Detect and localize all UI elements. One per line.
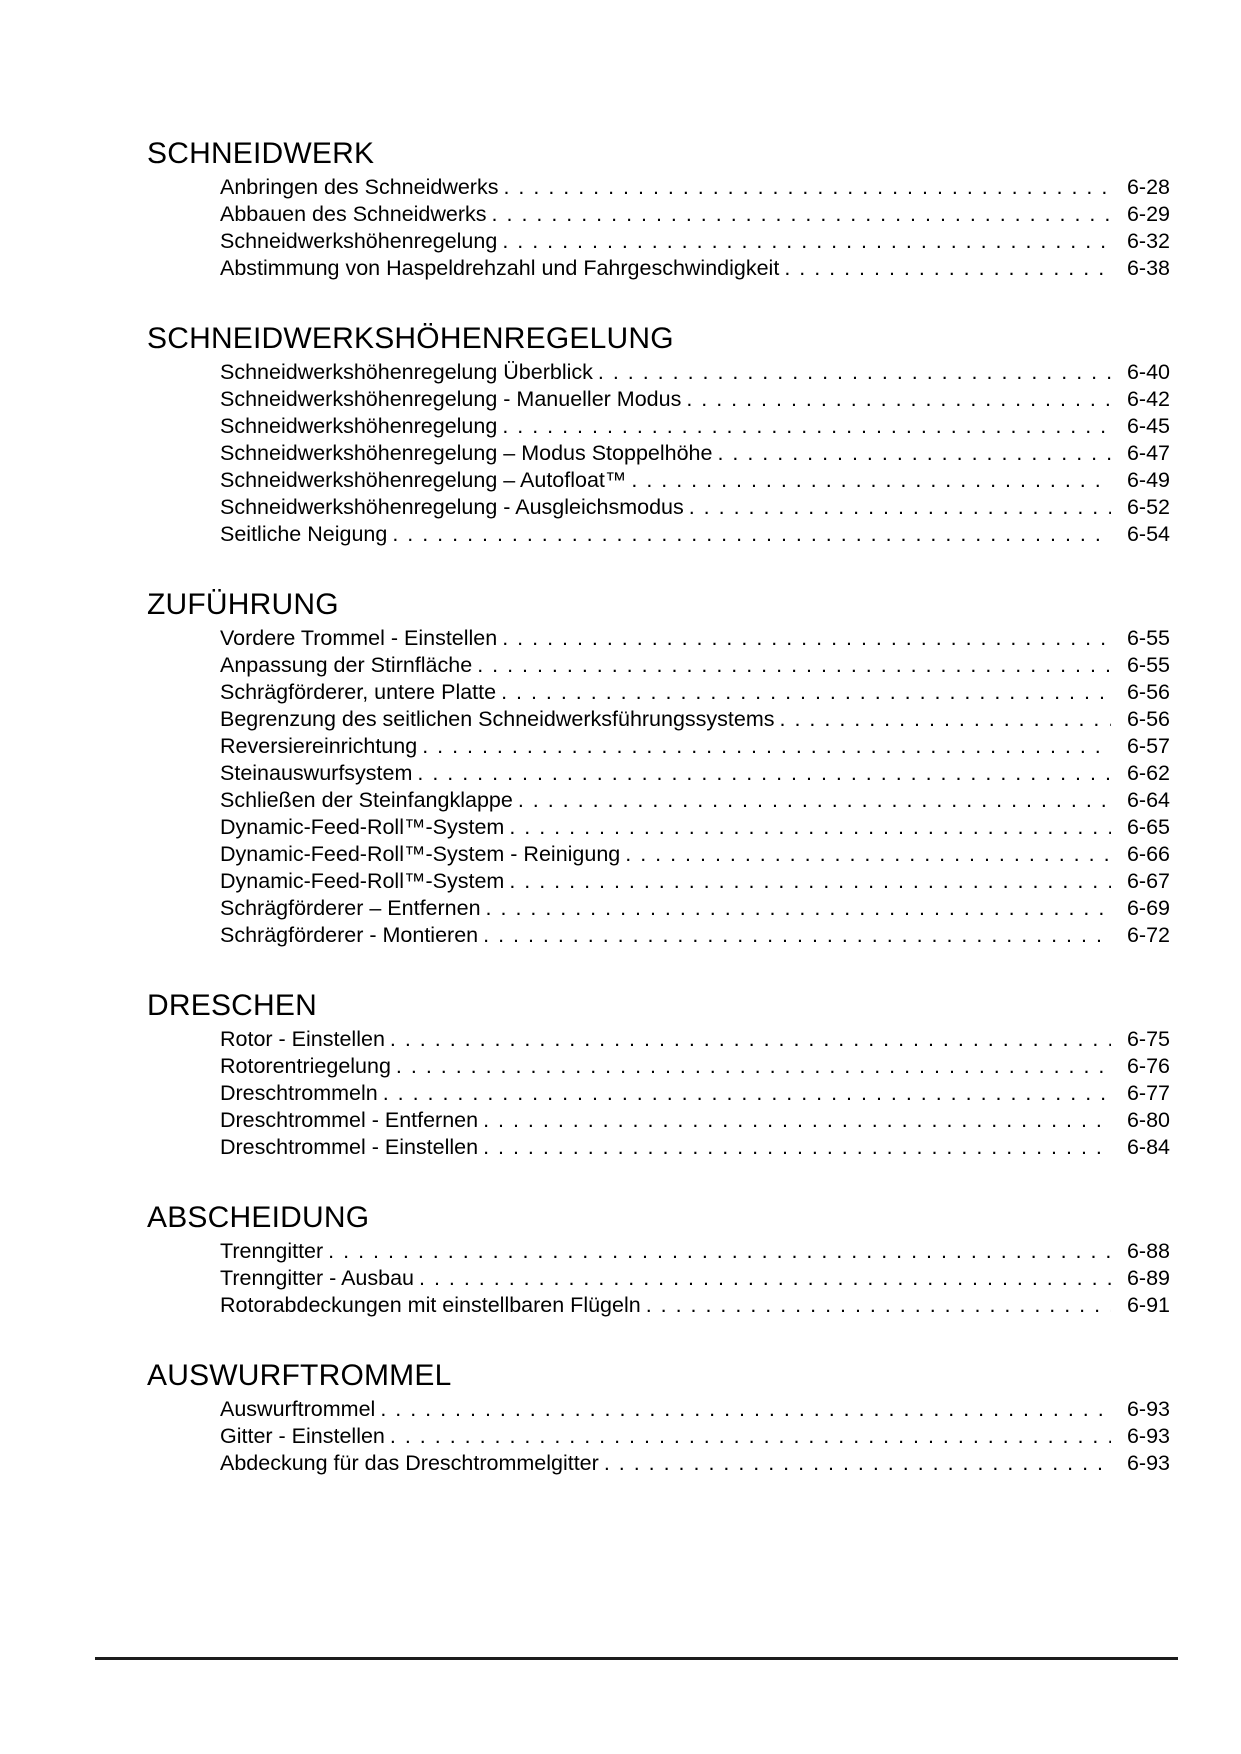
entry-page-number: 6-75	[1126, 1026, 1170, 1051]
entry-page-number: 6-84	[1126, 1134, 1170, 1159]
entry-page-number: 6-80	[1126, 1107, 1170, 1132]
toc-entry[interactable]	[220, 1238, 1170, 1265]
toc-entry[interactable]	[220, 895, 1170, 922]
entry-page-number: 6-67	[1126, 868, 1170, 893]
entry-label: Schneidwerkshöhenregelung – Modus Stoppelhöhe	[220, 440, 713, 465]
entry-page-number: 6-45	[1126, 413, 1170, 438]
section-title: SCHNEIDWERKSHÖHENREGELUNG	[147, 321, 674, 355]
entry-page-number: 6-56	[1126, 706, 1170, 731]
dot-leader	[477, 652, 1111, 679]
toc-entry[interactable]	[220, 413, 1170, 440]
toc-entry[interactable]	[220, 201, 1170, 228]
entry-page-number: 6-47	[1126, 440, 1170, 465]
entry-label: Auswurftrommel	[220, 1396, 376, 1421]
toc-section	[147, 1359, 1170, 1477]
entry-label: Seitliche Neigung	[220, 521, 388, 546]
entry-label: Rotor - Einstellen	[220, 1026, 385, 1051]
entry-label: Schrägförderer - Montieren	[220, 922, 479, 947]
entry-label: Schneidwerkshöhenregelung Überblick	[220, 359, 593, 384]
entry-label: Gitter - Einstellen	[220, 1423, 385, 1448]
toc-entry[interactable]	[220, 1134, 1170, 1161]
section-title: DRESCHEN	[147, 988, 317, 1022]
section-entries	[220, 359, 1170, 548]
dot-leader	[483, 1107, 1111, 1134]
entry-label: Dynamic-Feed-Roll™-System - Reinigung	[220, 841, 621, 866]
toc-entry[interactable]	[220, 1053, 1170, 1080]
entry-label: Dreschtrommel - Einstellen	[220, 1134, 479, 1159]
toc-entry[interactable]	[220, 787, 1170, 814]
dot-leader	[625, 841, 1111, 868]
toc-entry[interactable]	[220, 228, 1170, 255]
entry-label: Schrägförderer, untere Platte	[220, 679, 497, 704]
entry-page-number: 6-56	[1126, 679, 1170, 704]
entry-label: Abdeckung für das Dreschtrommelgitter	[220, 1450, 599, 1475]
entry-label: Abbauen des Schneidwerks	[220, 201, 487, 226]
entry-label: Anbringen des Schneidwerks	[220, 174, 499, 199]
entry-page-number: 6-77	[1126, 1080, 1170, 1105]
dot-leader	[328, 1238, 1111, 1265]
dot-leader	[422, 733, 1111, 760]
dot-leader	[492, 201, 1111, 228]
dot-leader	[392, 521, 1111, 548]
section-entries	[220, 1026, 1170, 1161]
toc-entry[interactable]	[220, 1026, 1170, 1053]
dot-leader	[502, 625, 1111, 652]
entry-label: Trenngitter - Ausbau	[220, 1265, 415, 1290]
toc-entry[interactable]	[220, 1265, 1170, 1292]
toc-entry[interactable]	[220, 255, 1170, 282]
entry-page-number: 6-69	[1126, 895, 1170, 920]
entry-page-number: 6-72	[1126, 922, 1170, 947]
entry-page-number: 6-65	[1126, 814, 1170, 839]
dot-leader	[509, 814, 1111, 841]
toc-entry[interactable]	[220, 174, 1170, 201]
dot-leader	[631, 467, 1111, 494]
entry-page-number: 6-55	[1126, 652, 1170, 677]
dot-leader	[419, 1265, 1111, 1292]
toc-section	[147, 322, 1170, 548]
entry-page-number: 6-57	[1126, 733, 1170, 758]
dot-leader	[689, 494, 1111, 521]
section-entries	[220, 174, 1170, 282]
entry-label: Rotorentriegelung	[220, 1053, 391, 1078]
toc-entry[interactable]	[220, 868, 1170, 895]
entry-label: Vordere Trommel - Einstellen	[220, 625, 498, 650]
entry-page-number: 6-88	[1126, 1238, 1170, 1263]
toc-section	[147, 137, 1170, 282]
toc-entry[interactable]	[220, 706, 1170, 733]
dot-leader	[396, 1053, 1111, 1080]
entry-page-number: 6-29	[1126, 201, 1170, 226]
entry-label: Schneidwerkshöhenregelung	[220, 413, 498, 438]
section-title: ZUFÜHRUNG	[147, 587, 339, 621]
footer-rule	[95, 1657, 1178, 1660]
entry-page-number: 6-28	[1126, 174, 1170, 199]
dot-leader	[518, 787, 1111, 814]
dot-leader	[717, 440, 1111, 467]
entry-page-number: 6-38	[1126, 255, 1170, 280]
toc-entry[interactable]	[220, 1450, 1170, 1477]
dot-leader	[486, 895, 1111, 922]
dot-leader	[503, 174, 1111, 201]
entry-label: Steinauswurfsystem	[220, 760, 413, 785]
entry-page-number: 6-62	[1126, 760, 1170, 785]
section-title: SCHNEIDWERK	[147, 136, 375, 170]
toc-entry[interactable]	[220, 1292, 1170, 1319]
section-title: AUSWURFTROMMEL	[147, 1358, 452, 1392]
toc-entry[interactable]	[220, 841, 1170, 868]
section-entries	[220, 1396, 1170, 1477]
toc-entry[interactable]	[220, 521, 1170, 548]
entry-page-number: 6-93	[1126, 1396, 1170, 1421]
toc-entry[interactable]	[220, 1423, 1170, 1450]
entry-label: Begrenzung des seitlichen Schneidwerksführungssystems	[220, 706, 775, 731]
toc-entry[interactable]	[220, 760, 1170, 787]
dot-leader	[509, 868, 1111, 895]
toc-entry[interactable]	[220, 440, 1170, 467]
section-entries	[220, 1238, 1170, 1319]
toc-entry[interactable]	[220, 679, 1170, 706]
entry-page-number: 6-76	[1126, 1053, 1170, 1078]
entry-label: Schneidwerkshöhenregelung – Autofloat™	[220, 467, 627, 492]
dot-leader	[646, 1292, 1111, 1319]
dot-leader	[390, 1423, 1111, 1450]
toc	[147, 137, 1170, 1477]
entry-page-number: 6-91	[1126, 1292, 1170, 1317]
toc-entry[interactable]	[220, 467, 1170, 494]
entry-page-number: 6-93	[1126, 1450, 1170, 1475]
dot-leader	[390, 1026, 1111, 1053]
toc-section	[147, 1201, 1170, 1319]
toc-entry[interactable]	[220, 1396, 1170, 1423]
toc-entry[interactable]	[220, 922, 1170, 949]
entry-label: Schneidwerkshöhenregelung - Ausgleichsmodus	[220, 494, 684, 519]
entry-page-number: 6-55	[1126, 625, 1170, 650]
dot-leader	[483, 1134, 1111, 1161]
entry-label: Rotorabdeckungen mit einstellbaren Flügeln	[220, 1292, 641, 1317]
entry-label: Schrägförderer – Entfernen	[220, 895, 481, 920]
entry-label: Dynamic-Feed-Roll™-System	[220, 814, 505, 839]
entry-page-number: 6-89	[1126, 1265, 1170, 1290]
entry-page-number: 6-52	[1126, 494, 1170, 519]
entry-label: Schneidwerkshöhenregelung	[220, 228, 498, 253]
entry-label: Dreschtrommel - Entfernen	[220, 1107, 479, 1132]
toc-entry[interactable]	[220, 494, 1170, 521]
toc-entry[interactable]	[220, 386, 1170, 413]
toc-entry[interactable]	[220, 1080, 1170, 1107]
dot-leader	[686, 386, 1111, 413]
dot-leader	[604, 1450, 1111, 1477]
entry-page-number: 6-66	[1126, 841, 1170, 866]
entry-page-number: 6-40	[1126, 359, 1170, 384]
entry-label: Trenngitter	[220, 1238, 324, 1263]
dot-leader	[483, 922, 1111, 949]
dot-leader	[502, 228, 1111, 255]
toc-section	[147, 989, 1170, 1161]
entry-page-number: 6-54	[1126, 521, 1170, 546]
entry-label: Dynamic-Feed-Roll™-System	[220, 868, 505, 893]
entry-label: Anpassung der Stirnfläche	[220, 652, 473, 677]
entry-page-number: 6-49	[1126, 467, 1170, 492]
dot-leader	[417, 760, 1111, 787]
entry-label: Abstimmung von Haspeldrehzahl und Fahrgeschwindigkeit	[220, 255, 780, 280]
dot-leader	[780, 706, 1111, 733]
entry-label: Reversiereinrichtung	[220, 733, 418, 758]
toc-entry[interactable]	[220, 814, 1170, 841]
entry-label: Schneidwerkshöhenregelung - Manueller Modus	[220, 386, 682, 411]
entry-label: Schließen der Steinfangklappe	[220, 787, 513, 812]
entry-page-number: 6-32	[1126, 228, 1170, 253]
dot-leader	[598, 359, 1111, 386]
dot-leader	[502, 413, 1111, 440]
section-title: ABSCHEIDUNG	[147, 1200, 370, 1234]
dot-leader	[501, 679, 1111, 706]
entry-page-number: 6-42	[1126, 386, 1170, 411]
toc-entry[interactable]	[220, 733, 1170, 760]
toc-entry[interactable]	[220, 359, 1170, 386]
entry-page-number: 6-93	[1126, 1423, 1170, 1448]
toc-section	[147, 588, 1170, 949]
dot-leader	[784, 255, 1111, 282]
section-entries	[220, 625, 1170, 949]
dot-leader	[383, 1080, 1111, 1107]
entry-label: Dreschtrommeln	[220, 1080, 378, 1105]
toc-entry[interactable]	[220, 652, 1170, 679]
entry-page-number: 6-64	[1126, 787, 1170, 812]
toc-entry[interactable]	[220, 625, 1170, 652]
dot-leader	[380, 1396, 1111, 1423]
toc-entry[interactable]	[220, 1107, 1170, 1134]
